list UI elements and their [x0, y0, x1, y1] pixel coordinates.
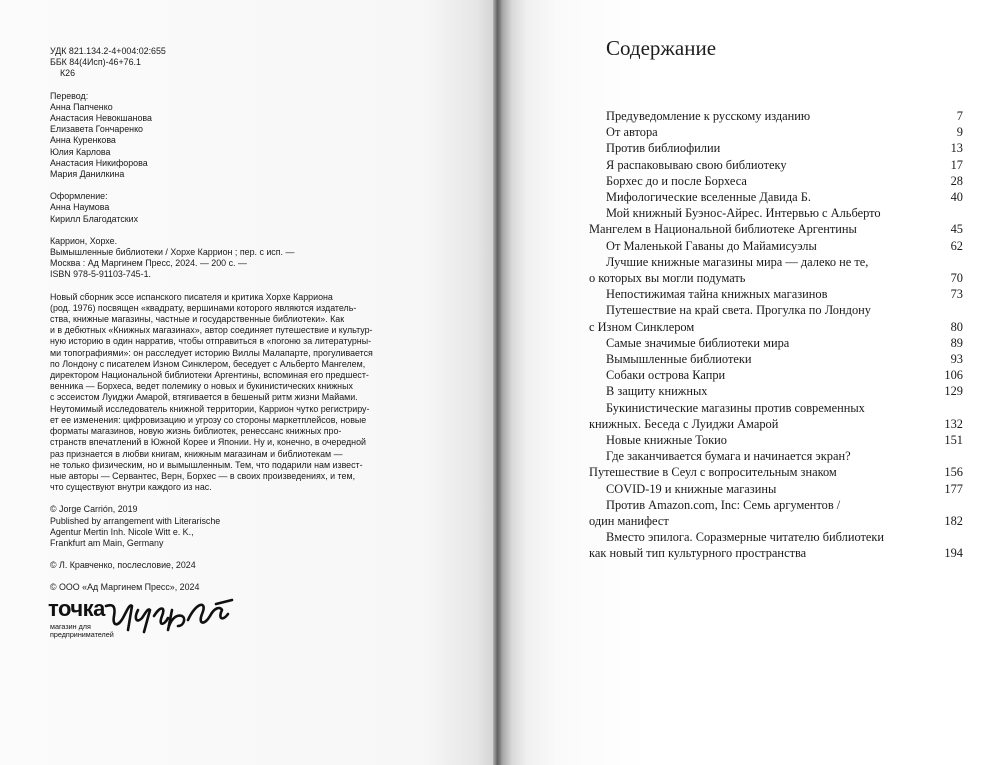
annotation-line: ную историю в один нарратив, чтобы отправиться в «погоню за литературны- [50, 336, 372, 347]
toc-entry-title-continued: с Изном Синклером [589, 319, 695, 334]
annotation-line: с эссеистом Луиджи Амарой, втягивается в бешеный ритм жизни Майами. [50, 392, 358, 403]
toc-entry [589, 432, 963, 448]
catalog-block [50, 236, 425, 281]
toc-entry [589, 302, 963, 334]
toc-entry [589, 140, 963, 156]
toc-page-number: 129 [944, 384, 963, 399]
design-block [50, 191, 425, 225]
annotation-line: не только физическим, но и вымышленным. Тем, что подарили нам извест- [50, 459, 363, 470]
toc-entry [589, 351, 963, 367]
copyright-line: Agentur Mertin Inh. Nicole Witt e. K., [50, 526, 194, 537]
translator-name: Анастасия Никифорова [50, 157, 148, 168]
toc-entry-title: Самые значимые библиотеки мира [606, 335, 790, 350]
toc-page-number: 40 [950, 190, 963, 205]
annotation-line: что существуют внутри каждого из нас. [50, 482, 212, 493]
annotation-line: Неутомимый исследователь книжной территории, Каррион чутко регистриру- [50, 403, 370, 414]
logo-subtitle: предпринимателей [50, 630, 114, 639]
toc-page-number: 151 [944, 433, 963, 448]
toc-page-number: 132 [944, 416, 963, 431]
toc-entry-title: Борхес до и после Борхеса [606, 173, 747, 188]
translator-name: Анна Куренкова [50, 135, 116, 146]
toc-entry-title: Лучшие книжные магазины мира — далеко не те, [606, 254, 869, 269]
annotation-line: Новый сборник эссе испанского писателя и критика Хорхе Карриона [50, 291, 333, 302]
toc-entry [589, 286, 963, 302]
annotation-line: ства, книжные магазины, частные и государственные библиотеки». Как [50, 314, 345, 325]
udk-code: УДК 821.134.2-4+004:02:655 [50, 46, 166, 56]
copyright-original-block [50, 504, 425, 549]
toc-page-number: 45 [950, 222, 963, 237]
logo-wordmark: точка [48, 596, 105, 621]
toc-page-number: 80 [950, 319, 963, 334]
copyright-line: © Jorge Carrión, 2019 [50, 504, 138, 515]
toc-entry [589, 189, 963, 205]
toc-entry [589, 335, 963, 351]
toc-entry [589, 367, 963, 383]
toc-page-number: 13 [950, 141, 963, 156]
toc-entry [589, 529, 963, 561]
annotation-line: директором Национальной библиотеки Аргентины, вспоминая его предшест- [50, 370, 369, 381]
designer-name: Анна Наумова [50, 202, 110, 213]
toc-page-number: 194 [944, 546, 963, 561]
annotation-line: форматы магазинов, новую жизнь библиотек, ренессанс книжных про- [50, 426, 342, 437]
annotation-line: (род. 1976) посвящен «квадрату, вершинами которого являются издатель- [50, 302, 357, 313]
annotation-line: ет ее изменения: цифровизацию и угрозу со стороны маркетплейсов, новые [50, 414, 367, 425]
translator-name: Елизавета Гончаренко [50, 124, 143, 135]
toc-entry-title-continued: Путешествие в Сеул с вопросительным знаком [589, 465, 837, 480]
toc-entry [589, 124, 963, 140]
toc-entry-title: Мой книжный Буэнос-Айрес. Интервью с Альберто [606, 206, 881, 221]
toc-entry-title-continued: книжных. Беседа с Луиджи Амарой [589, 416, 779, 431]
toc-entry-title: Букинистические магазины против современных [606, 400, 865, 415]
toc-entry [589, 400, 963, 432]
translator-name: Анастасия Невокшанова [50, 113, 152, 124]
toc-page-number: 62 [950, 238, 963, 253]
toc-entry-title: В защиту книжных [606, 384, 708, 399]
toc-entry [589, 205, 963, 237]
catalog-line: Москва : Ад Маргинем Пресс, 2024. — 200 с. — [50, 258, 247, 269]
toc-entry-title-continued: как новый тип культурного пространства [589, 546, 807, 561]
toc-entry-title-continued: о которых вы могли подумать [589, 271, 746, 286]
toc-entry [589, 238, 963, 254]
toc-entry-title: Вместо эпилога. Соразмерные читателю библиотеки [606, 530, 885, 545]
translator-name: Мария Данилкина [50, 169, 125, 180]
copyright-publisher-block [50, 582, 425, 593]
translator-name: Юлия Карлова [50, 146, 111, 157]
logo-signature [104, 596, 236, 638]
annotation-line: венника — Борхеса, ведет полемику о новых и букинистических книжных [50, 381, 353, 392]
tochka-univermag-logo [48, 596, 238, 644]
classification-block [50, 46, 425, 80]
toc-page-number: 106 [944, 368, 963, 383]
copyright-line: Published by arrangement with Literarische [50, 515, 221, 526]
toc-entry-title: Против Amazon.com, Inc: Семь аргументов / [606, 497, 841, 512]
toc-entry-title: COVID-19 и книжные магазины [606, 481, 777, 496]
toc-entry-title-continued: Мангелем в Национальной библиотеке Аргентины [589, 222, 857, 237]
toc-page-number: 73 [950, 287, 963, 302]
annotation-line: странств впечатлений в Южной Корее и Японии. Ну и, конечно, в очередной [50, 437, 366, 448]
toc-entry-title: Где заканчивается бумага и начинается экран? [606, 449, 851, 464]
table-of-contents [589, 108, 963, 562]
toc-entry-title: От автора [606, 125, 658, 140]
toc-page-number: 93 [950, 352, 963, 367]
toc-entry-title: Предуведомление к русскому изданию [606, 109, 811, 123]
annotation-line: по Лондону с писателем Изном Синклером, беседует с Альберто Мангелем, [50, 358, 366, 369]
catalog-line: ISBN 978-5-91103-745-1. [50, 269, 151, 280]
copyright-afterword: © Л. Кравченко, послесловие, 2024 [50, 560, 196, 571]
annotation-line: и в дебютных «Книжных магазинах», автор соединяет путешествие и культур- [50, 325, 373, 336]
imprint-page [0, 0, 497, 765]
toc-entry [589, 481, 963, 497]
author-mark: К26 [60, 68, 76, 79]
toc-page-number: 70 [950, 271, 963, 286]
toc-entry [589, 108, 963, 124]
toc-entry-title: Против библиофилии [606, 141, 721, 156]
copyright-afterword-block [50, 560, 425, 571]
toc-entry [589, 383, 963, 399]
toc-page-number: 89 [950, 335, 963, 350]
bbk-code: ББК 84(4Исп)-46+76.1 [50, 57, 141, 68]
toc-entry [589, 173, 963, 189]
toc-entry [589, 448, 963, 480]
toc-entry-title: Непостижимая тайна книжных магазинов [606, 287, 828, 302]
toc-entry [589, 157, 963, 173]
copyright-publisher: © ООО «Ад Маргинем Пресс», 2024 [50, 582, 200, 593]
annotation-line: ные авторы — Сервантес, Верн, Борхес — в своих произведениях, и тем, [50, 470, 356, 481]
toc-page-number: 182 [944, 514, 963, 529]
toc-page-number: 7 [956, 109, 963, 123]
toc-page-number: 28 [950, 173, 963, 188]
toc-page-number: 156 [944, 465, 963, 480]
toc-page-number: 177 [944, 481, 963, 496]
toc-entry-title: Я распаковываю свою библиотеку [606, 157, 787, 172]
toc-entry-title: Новые книжные Токио [606, 433, 727, 448]
toc-entry-title: Путешествие на край света. Прогулка по Лондону [606, 303, 871, 318]
copyright-line: Frankfurt am Main, Germany [50, 537, 164, 548]
book-gutter [493, 0, 501, 765]
translator-name: Анна Папченко [50, 101, 113, 112]
toc-entry-title: Мифологические вселенные Давида Б. [606, 190, 811, 205]
toc-entry [589, 497, 963, 529]
imprint-block [50, 46, 425, 605]
designer-name: Кирилл Благодатских [50, 213, 139, 224]
annotation-line: раз признается в любви книгам, книжным магазинам и библиотекам — [50, 448, 343, 459]
catalog-line: Вымышленные библиотеки / Хорхе Каррион ; пер. с исп. — [50, 247, 295, 258]
toc-entry-title-continued: один манифест [589, 514, 669, 529]
toc-page-number: 17 [950, 157, 963, 172]
toc-page-number: 9 [956, 125, 963, 140]
design-label: Оформление: [50, 191, 108, 202]
toc-entry-title: Собаки острова Капри [606, 368, 726, 383]
catalog-line: Каррион, Хорхе. [50, 235, 118, 246]
toc-entry [589, 254, 963, 286]
logo-subtitle: магазин для [50, 622, 91, 631]
translators-block [50, 91, 425, 181]
annotation-block [50, 292, 425, 494]
contents-title: Содержание [606, 36, 717, 60]
toc-entry-title: Вымышленные библиотеки [606, 352, 752, 367]
translation-label: Перевод: [50, 90, 89, 101]
annotation-line: ми топографиями»: он расследует историю Виллы Малапарте, прогуливается [50, 347, 373, 358]
toc-entry-title: От Маленькой Гаваны до Майамисуэлы [606, 238, 817, 253]
